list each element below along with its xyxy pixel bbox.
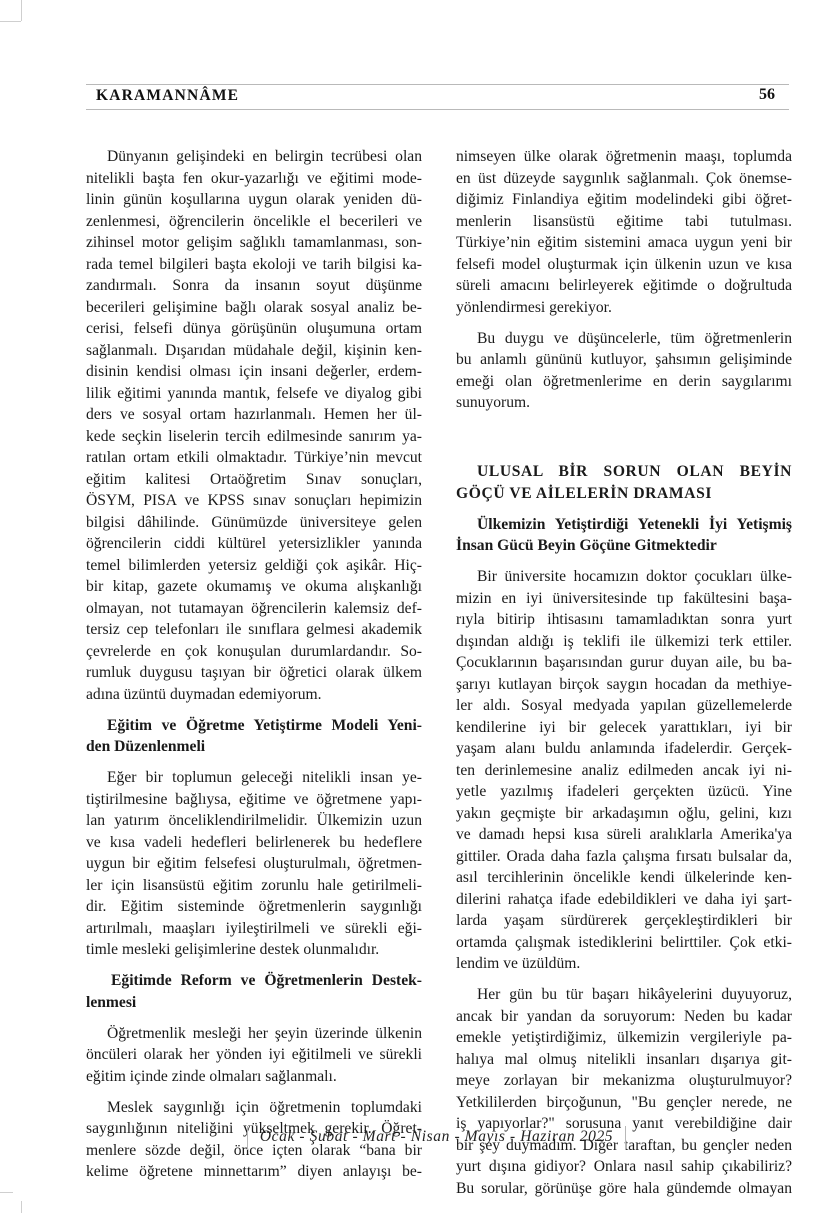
text-line: mizin en iyi üniversitesinde tıp fakültesini başa- [456, 589, 792, 607]
text-line: rıyla bitirip ihtisasını tamamladıktan sonra yurt [456, 611, 792, 628]
text-line: şarıyı kutlayan birçok saygın hocadan da methiye- [456, 675, 792, 693]
text-line: emeği olan öğretmenlerime en derin saygılarımı [456, 372, 792, 390]
text-line: meye zorlayan bir mekanizma oluşturulmuyor? [456, 1072, 792, 1089]
text-line: Meslek saygınlığı için öğretmenin toplumdaki [107, 1098, 422, 1116]
text-line: sunuyorum. [456, 394, 531, 411]
text-line: eğitim kalitesi Ortaöğretim Sınav sonuçları, [86, 470, 422, 488]
text-line: disinin kendisi olması için insani değerler, erdem- [86, 363, 422, 380]
text-line: cerisi, felsefi dünya görüşünün oluşumuna ortam [86, 320, 422, 337]
text-line: zandırmalı. Sonra da insanın soyut düşünme [86, 277, 422, 294]
text-line: dir. Eğitim sisteminde öğretmenlerin saygınlığı [86, 898, 422, 915]
heading-line: İnsan Gücü Beyin Göçüne Gitmektedir [456, 537, 717, 554]
text-line: ders ve sosyal ortam hazırlanmalı. Hemen her ül- [86, 406, 422, 423]
text-line: Bu duygu ve düşüncelerle, tüm öğretmenlerin [477, 329, 792, 347]
subheading-skilled-workforce [456, 514, 792, 557]
text-line: yakın geçmişte bir arkadaşımın oğlu, gelini, kızı [456, 804, 792, 822]
left-column [86, 146, 422, 1192]
text-line: ÖSYM, PISA ve KPSS sınav sonuçları hepimizin [86, 492, 422, 509]
text-line: Her gün bu tür başarı hikâyelerini duyuyoruz, [477, 986, 792, 1003]
text-line: rumluk duygusu taşıyan bir öğretici olarak ülkem [86, 664, 422, 681]
text-line: Eğer bir toplumun geleceği nitelikli insan ye- [107, 769, 422, 786]
text-line: iş yapıyorlar?" sorusuna yanıt verebildiğine dair [456, 1115, 792, 1132]
paragraph-society-future [86, 767, 422, 961]
text-line: tiştirilmesine bağlıysa, eğitime ve öğretmene yapı- [86, 790, 422, 808]
text-line: ve kısa vadeli hedefleri belirlenerek bu hedeflere [86, 833, 422, 851]
text-line: uygun bir eğitim felsefesi oluşturulmalı, öğretmen- [86, 855, 422, 872]
paragraph-education-experience [86, 146, 422, 705]
section-title-line: ULUSAL BİR SORUN OLAN BEYİN [477, 463, 792, 480]
text-line: ler aldı. Sosyal medyada yapılan güzellemelerde [456, 697, 792, 714]
text-line: ler için lisansüstü eğitim zorunlu hale getirilmeli- [86, 876, 422, 894]
subheading-education-reform [86, 970, 422, 1013]
text-line: süreli amacını belirleyerek eğitimde o doğrultuda [456, 277, 792, 294]
text-line: lendim ve üzüldüm. [456, 955, 581, 972]
text-line: nimseyen ülke olarak öğretmenin maaşı, toplumda [456, 148, 792, 165]
text-line: becerileri gelişimine bağlı olarak sosyal analiz be- [86, 298, 422, 316]
text-line: yurt dışına gidiyor? Onlara nasıl sahip çıkabiliriz? [456, 1158, 792, 1175]
text-line: asıl tercihlerinin öncelikle kendi ülkelerinde ken- [456, 869, 792, 886]
text-line: sağlanmalı. Dışarıdan müdahale değil, kişinin ken- [86, 341, 422, 359]
section-title-brain-drain [456, 461, 792, 504]
text-line: artırılmalı, maaşları iyileştirilmeli ve sürekli eği- [86, 919, 422, 937]
paragraph-teaching-profession [86, 1023, 422, 1088]
text-line: Öğretmenlik mesleği her şeyin üzerinde ülkenin [107, 1024, 422, 1042]
journal-title: KARAMANNÂME [96, 87, 240, 104]
crop-mark-top-left-horizontal [0, 21, 21, 22]
paragraph-teacher-salary [456, 146, 792, 318]
text-line: linin günün koşullarına uygun olarak yeniden dü- [86, 191, 422, 208]
text-line: yaşam alanı buldu anlamında ifadelerdir. Gerçek- [456, 740, 792, 757]
heading-line: lenmesi [86, 993, 137, 1011]
text-line: Çocuklarının başarısından gurur duyan aile, bu ba- [456, 654, 792, 671]
text-line: nitelikli başta fen okur-yazarlığı ve eğitimi mode- [86, 169, 422, 187]
heading-line: den Düzenlenmeli [86, 738, 206, 755]
crop-mark-top-left-vertical [21, 0, 22, 21]
text-line: zihinsel motor gelişim sağlıklı tamamlanması, son- [86, 234, 422, 251]
running-footer [247, 1126, 626, 1150]
text-line: bilgisi dâhilinde. Günümüzde üniversiteye gelen [86, 513, 422, 531]
text-line: eğitim içinde zinde olmaları sağlanmalı. [86, 1067, 337, 1085]
text-line: Bir üniversite hocamızın doktor çocukları ülke- [477, 568, 792, 585]
page-number: 56 [759, 86, 775, 103]
right-column [456, 146, 792, 1209]
text-line: gittiler. Orada daha fazla çalışma fırsatı bulsalar da, [456, 847, 792, 865]
text-line: kendilerine iyi bir gelecek yarattıkları, iyi bir [456, 718, 792, 736]
text-line: diğimiz Finlandiya eğitim modelindeki gibi öğret- [456, 191, 792, 208]
text-line: felsefi model oluşturmak için ülkenin uzun ve kısa [456, 255, 792, 273]
text-line: menlere sözde değil, önce içten olarak “bana bir [86, 1141, 422, 1159]
text-line: adına üzüntü duymadan edemiyorum. [86, 685, 322, 703]
text-line: timle mesleki gelişimlerine destek olunmalıdır. [86, 941, 380, 958]
crop-mark-bottom-left-horizontal [0, 1192, 13, 1193]
issue-period: Ocak - Şubat - Mart - Nisan - Mayıs - Haziran 2025 [259, 1128, 614, 1145]
section-title-line: GÖÇÜ VE AİLELERİN DRAMASI [456, 484, 713, 502]
crop-mark-bottom-left-vertical [21, 1201, 22, 1213]
running-header [86, 84, 789, 110]
text-line: tersiz cep telefonları ile sınıflara gelmesi akademik [86, 621, 422, 638]
text-line: Dünyanın gelişindeki en belirgin tecrübesi olan [107, 148, 422, 165]
text-line: öğrencilerin ciddi kültürel yetersizlikler yanında [86, 535, 422, 552]
subheading-education-model [86, 715, 422, 758]
text-line: yetle yazılmış ifadeleri gerçekten üzücü. Yine [456, 783, 792, 800]
text-line: ancak bir yandan da soruyorum: Neden bu kadar [456, 1007, 792, 1025]
text-line: bir kitap, gazete okumamış ve okuma alışkanlığı [86, 578, 422, 595]
section-spacer [456, 423, 792, 461]
text-line: olmayan, not tutamayan öğrencilerin kalemsiz def- [86, 599, 422, 617]
text-line: bu anlamlı gününü kutluyor, şahsımın gelişiminde [456, 351, 792, 368]
text-line: larda yaşam sürdürerek gerçekleştirdikleri bir [456, 912, 792, 929]
paragraph-success-stories [456, 984, 792, 1199]
text-line: kelime öğretene minnettarım” diyen anlayışı be- [86, 1163, 422, 1180]
text-line: kede seçkin liselerin tercih edilmesinde sanırım ya- [86, 427, 422, 445]
text-line: Bu sorular, görünüşe göre hala gündemde olmayan [456, 1179, 792, 1197]
heading-line: Eğitimde Reform ve Öğretmenlerin Destek- [111, 972, 422, 989]
text-line: dışından aldığı iş teklifi ile ülkemizi terk ettiler. [456, 632, 792, 650]
heading-line: Ülkemizin Yetiştirdiği Yetenekli İyi Yetişmiş [477, 515, 792, 533]
text-line: Yetkililerden birçoğunun, "Bu gençler nerede, ne [456, 1093, 792, 1111]
text-line: halıya mal olmuş nitelikli insanları dışarıya git- [456, 1050, 792, 1068]
text-line: zenlenmesi, öğrencilerin öncelikle el becerileri ve [86, 212, 422, 230]
text-line: en üst düzeyde saygınlık sağlanmalı. Çok önemse- [456, 169, 792, 187]
paragraph-teachers-day-greeting [456, 328, 792, 414]
text-line: emekle yetiştirdiğimiz, ülkemizin vergileriyle pa- [456, 1029, 792, 1046]
text-line: ten derinlemesine analiz edilmeden ancak iyi ni- [456, 761, 792, 779]
text-line: lilik eğitimi yanında mantık, felsefe ve diyalog gibi [86, 384, 422, 402]
text-line: rada temel bilgileri başta ekoloji ve tarih bilgisi ka- [86, 255, 422, 273]
text-line: bir şey duymadım. Diğer taraftan, bu gençler neden [456, 1136, 792, 1154]
text-line: Türkiye’nin eğitim sistemini amaca uygun yeni bir [456, 234, 792, 251]
text-line: temel bilimlerden yetersiz geldiği çok aşikâr. Hiç- [86, 556, 422, 574]
text-line: ratılan ortam etkili olmaktadır. Türkiye’nin mevcut [86, 449, 422, 466]
text-line: ortamda çalışmak istediklerini belirttiler. Çok etki- [456, 933, 792, 951]
text-line: yönlendirmesi gerekiyor. [456, 298, 612, 316]
text-line: lan yatırım önceliklendirilmelidir. Ülkemizin uzun [86, 812, 422, 829]
text-line: menlerin lisansüstü eğitime tabi tutulması. [456, 212, 792, 230]
heading-line: Eğitim ve Öğretme Yetiştirme Modeli Yeni- [107, 716, 422, 734]
text-line: dilerini rahatça ifade edebildikleri ve daha iyi şart- [456, 890, 792, 908]
paragraph-doctor-children [456, 566, 792, 975]
text-line: ve damadı hepsi kısa süreli aralıklarla Amerika'ya [456, 826, 792, 843]
text-line: çevrelerde en çok konuşulan durumlardandır. So- [86, 642, 422, 660]
text-line: öncüleri olarak her yönden iyi eğitilmeli ve sürekli [86, 1046, 422, 1063]
text-line: saygınlığının niteliğini yükseltmek gerekir. Öğret- [86, 1120, 422, 1137]
